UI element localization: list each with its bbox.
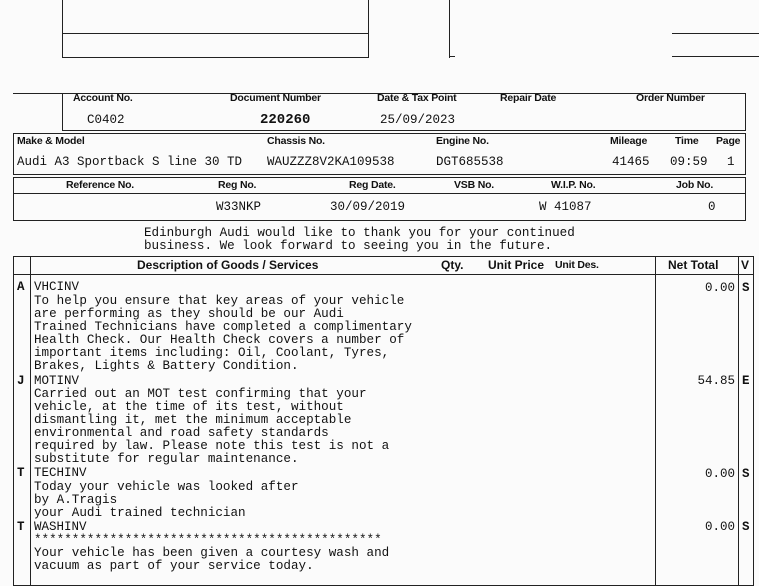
item-description-line: vehicle, at the time of its test, without xyxy=(34,400,344,414)
job-no-label: Job No. xyxy=(676,179,714,191)
header-row3-vline xyxy=(13,177,14,221)
thanks-line-2: business. We look forward to seeing you in the future. xyxy=(144,239,553,253)
item-type-code: A xyxy=(17,280,25,294)
item-description-line: Carried out an MOT test confirming that your xyxy=(34,387,367,401)
item-net-total: 0.00 xyxy=(704,281,735,295)
item-vat-code: S xyxy=(742,520,750,534)
reg-no-label: Reg No. xyxy=(218,179,257,191)
date-tax-point-value: 25/09/2023 xyxy=(380,113,456,127)
item-code: VHCINV xyxy=(34,280,80,294)
wip-no-label: W.I.P. No. xyxy=(551,179,596,191)
header-row3-divider xyxy=(13,193,746,194)
address-box-right-line-1 xyxy=(672,33,759,34)
item-vat-code: S xyxy=(742,281,750,295)
item-description-line: dismantling it, met the minimum acceptable xyxy=(34,413,352,427)
item-description-line: Today your vehicle was looked after xyxy=(34,480,299,494)
item-description-line: are performing as they should be our Audi xyxy=(34,307,344,321)
mileage-label: Mileage xyxy=(610,135,648,147)
mileage-value: 41465 xyxy=(612,155,650,169)
item-description-line: vacuum as part of your service today. xyxy=(34,559,314,573)
item-description-line: required by law. Please note this test is not a xyxy=(34,439,390,453)
item-net-total: 54.85 xyxy=(697,374,735,388)
item-description-line: your Audi trained technician xyxy=(34,506,246,520)
item-vat-code: E xyxy=(742,374,750,388)
thanks-line-1: Edinburgh Audi would like to thank you for your continued xyxy=(144,226,575,240)
col-divider-net xyxy=(655,256,656,586)
item-type-code: T xyxy=(17,466,25,480)
item-code: WASHINV xyxy=(34,520,87,534)
make-model-label: Make & Model xyxy=(17,135,85,147)
page-label: Page xyxy=(716,135,741,147)
reg-date-label: Reg Date. xyxy=(349,179,396,191)
chassis-no-value: WAUZZZ8V2KA109538 xyxy=(267,155,395,169)
item-description-line: Your vehicle has been given a courtesy wash and xyxy=(34,546,390,560)
time-value: 09:59 xyxy=(670,155,708,169)
item-net-total: 0.00 xyxy=(704,520,735,534)
engine-no-value: DGT685538 xyxy=(436,155,504,169)
wip-no-value: W 41087 xyxy=(539,200,592,214)
item-vat-code: S xyxy=(742,467,750,481)
date-tax-point-label: Date & Tax Point xyxy=(377,92,457,104)
col-divider-type xyxy=(30,256,31,586)
item-type-code: T xyxy=(17,520,25,534)
item-description-line: ********************************************** xyxy=(34,533,382,547)
description-header: Description of Goods / Services xyxy=(137,258,319,272)
address-box-left-divider xyxy=(62,33,369,34)
reg-date-value: 30/09/2019 xyxy=(330,200,406,214)
job-no-value: 0 xyxy=(708,200,716,214)
qty-header: Qty. xyxy=(441,258,464,272)
item-description-line: Brakes, Lights & Battery Condition. xyxy=(34,359,299,373)
item-description-line: substitute for regular maintenance. xyxy=(34,452,299,466)
item-description-line: To help you ensure that key areas of your vehicle xyxy=(34,294,405,308)
order-number-label: Order Number xyxy=(636,92,705,104)
address-box-right-edge xyxy=(449,0,450,58)
account-no-label: Account No. xyxy=(73,92,133,104)
item-code: MOTINV xyxy=(34,374,80,388)
col-divider-vat-left xyxy=(738,256,739,586)
item-description-line: important items including: Oil, Coolant, Tyres, xyxy=(34,346,390,360)
item-description-line: by A.Tragis xyxy=(34,493,118,507)
reference-no-label: Reference No. xyxy=(66,179,135,191)
page-value: 1 xyxy=(727,155,735,169)
unit-price-header: Unit Price xyxy=(488,258,545,272)
item-description-line: Health Check. Our Health Check covers a number of xyxy=(34,333,405,347)
item-net-total: 0.00 xyxy=(704,467,735,481)
address-box-right-bottom xyxy=(449,56,455,57)
time-label: Time xyxy=(675,135,699,147)
net-total-header: Net Total xyxy=(668,258,719,272)
items-table-header-rule xyxy=(13,274,754,275)
engine-no-label: Engine No. xyxy=(436,135,489,147)
account-no-value: C0402 xyxy=(87,113,125,127)
document-number-value: 220260 xyxy=(260,112,311,128)
vat-header: V xyxy=(741,258,750,272)
item-description-line: Trained Technicians have completed a complimentary xyxy=(34,320,412,334)
address-box-left xyxy=(62,0,369,58)
reg-no-value: W33NKP xyxy=(216,200,262,214)
repair-date-label: Repair Date xyxy=(500,92,557,104)
document-number-label: Document Number xyxy=(230,92,321,104)
item-type-code: J xyxy=(17,374,25,388)
vsb-no-label: VSB No. xyxy=(454,179,495,191)
item-code: TECHINV xyxy=(34,466,87,480)
unit-des-header: Unit Des. xyxy=(555,259,599,271)
make-model-value: Audi A3 Sportback S line 30 TD xyxy=(17,155,243,169)
address-box-right-line-2 xyxy=(672,56,759,57)
chassis-no-label: Chassis No. xyxy=(267,135,325,147)
item-description-line: environmental and road safety standards xyxy=(34,426,329,440)
